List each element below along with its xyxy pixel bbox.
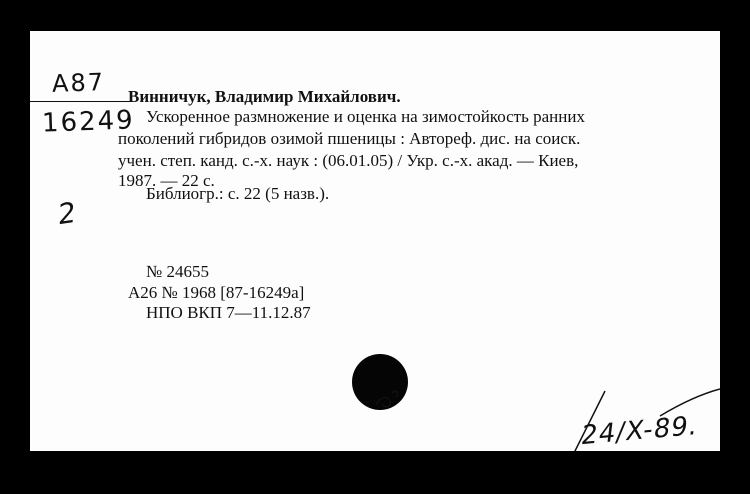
- date-handwritten: 24/X-89.: [579, 410, 700, 451]
- title-line-1: Ускоренное размножение и оценка на зимостойкость ранних: [146, 107, 585, 126]
- registry-line: А26 № 1968 [87-16249а]: [128, 283, 305, 302]
- title-line-3: учен. степ. канд. с.-х. наук : (06.01.05) / Укр. с.-х. акад. — Киев,: [118, 151, 579, 170]
- shelf-mark-bottom: 16249: [41, 105, 136, 139]
- author-heading: Винничук, Владимир Михайлович.: [128, 87, 401, 106]
- card-number: № 24655: [146, 262, 209, 281]
- copy-number-handwritten: 2: [57, 195, 77, 232]
- title-line-4: 1987. — 22 с.: [118, 171, 215, 190]
- shelf-mark-divider: [30, 101, 132, 102]
- title-line-2: поколений гибридов озимой пшеницы : Автореф. дис. на соиск.: [118, 129, 581, 148]
- catalog-card: [30, 31, 720, 451]
- bibliography-note: Библиогр.: с. 22 (5 назв.).: [146, 184, 330, 203]
- publisher-code: НПО ВКП 7—11.12.87: [146, 303, 311, 322]
- hole-scribble-mark: [370, 383, 406, 413]
- shelf-mark-top: А87: [51, 68, 106, 98]
